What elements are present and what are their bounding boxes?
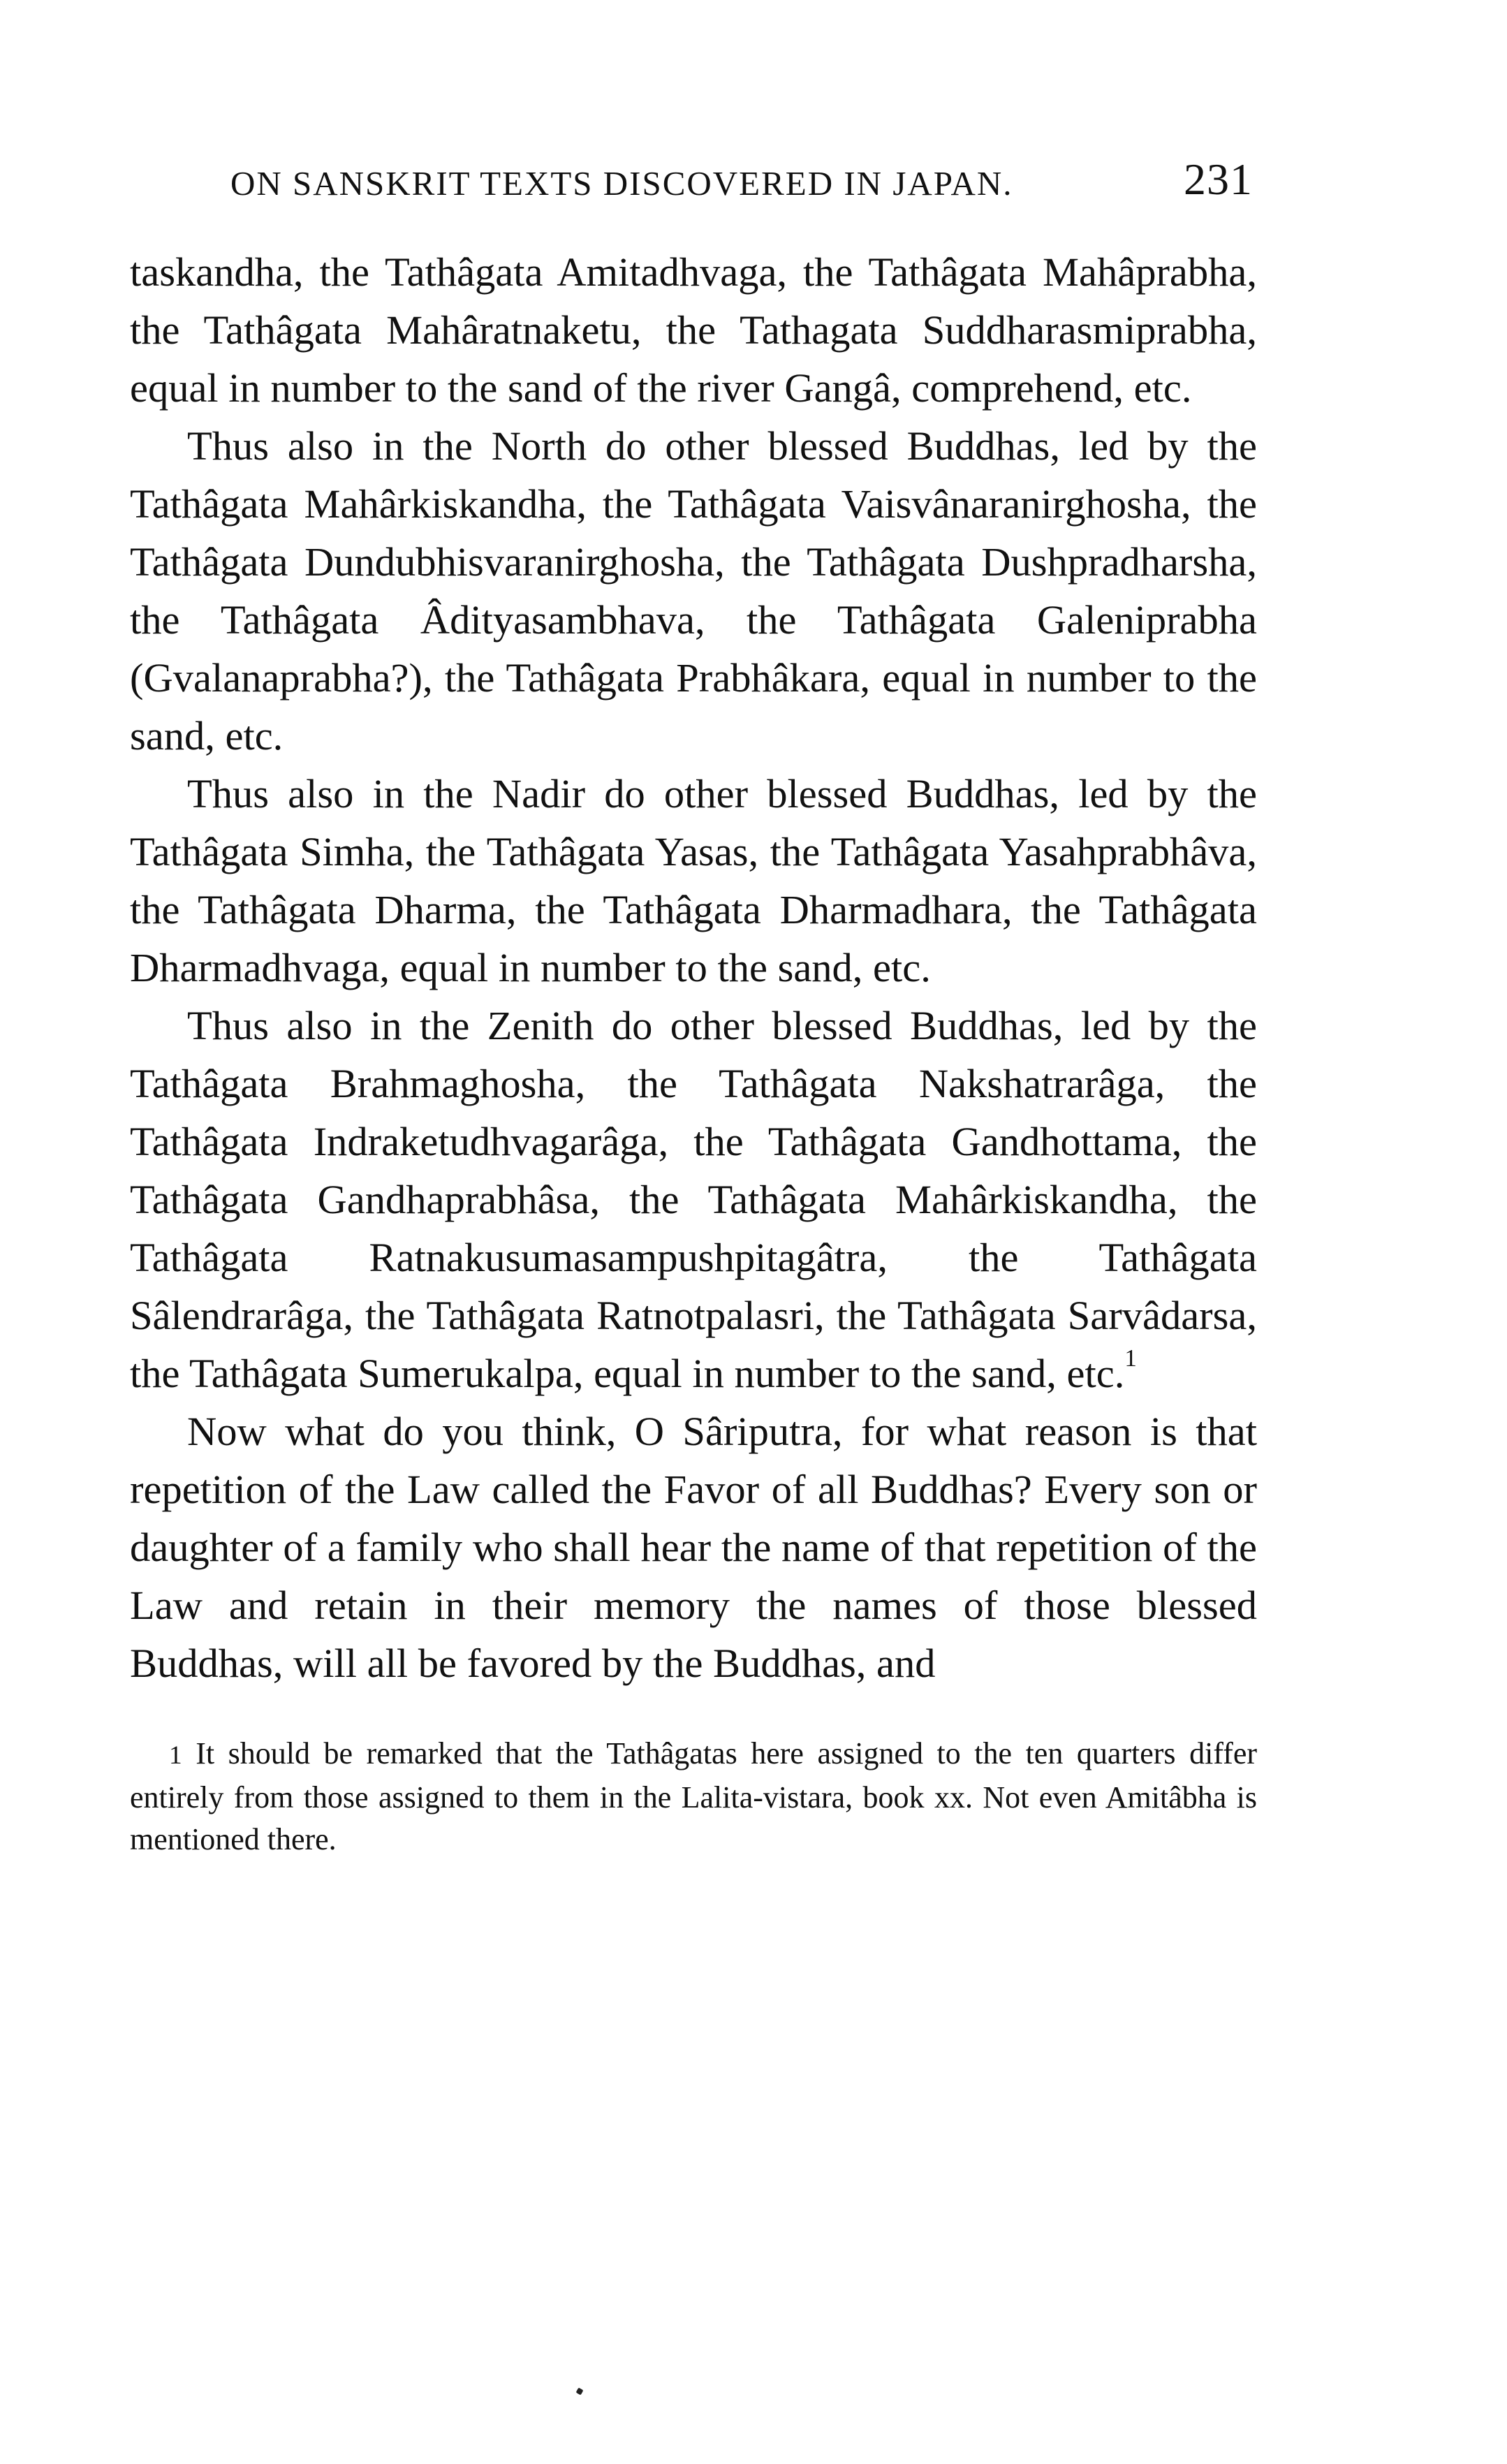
footnote-reference: 1	[1124, 1344, 1137, 1372]
body-text	[130, 243, 1257, 1692]
stray-ink-mark	[576, 2388, 584, 2396]
running-head	[130, 144, 1257, 207]
paragraph-sariputra: Now what do you think, O Sâriputra, for what reason is that repetition of the Law called the Favor of all Buddhas? Every son or daughter of a family who shall hear the name of that repetition of the Law and retain in their memory the names of those blessed Buddhas, will all be favored by the Buddhas, and	[130, 1409, 1257, 1686]
paragraph-zenith-text: Thus also in the Zenith do other blessed Buddhas, led by the Tathâgata Brahmaghosha, the Tathâgata Nakshatrarâga, the Tathâgata Indraketudhvagarâga, the Tathâgata Gandhottama, the Tathâgata Gandhaprabhâsa, the Tathâgata Mahârkiskandha, the Tathâgata Ratnakusumasampushpitagâtra, the Tathâgata Sâlendrarâga, the Tathâgata Ratnotpalasri, the Tathâgata Sarvâdarsa, the Tathâgata Sumerukalpa, equal in number to the sand, etc.	[130, 1003, 1257, 1396]
footnote	[130, 1733, 1257, 1861]
running-title: ON SANSKRIT TEXTS DISCOVERED IN JAPAN.	[230, 164, 1013, 203]
footnote-marker: 1	[169, 1741, 182, 1770]
paragraph-nadir: Thus also in the Nadir do other blessed Buddhas, led by the Tathâgata Simha, the Tathâgata Yasas, the Tathâgata Yasahprabhâva, the Tathâgata Dharma, the Tathâgata Dharmadhara, the Tathâgata Dharmadhvaga, equal in number to the sand, etc.	[130, 771, 1257, 990]
book-page	[130, 144, 1257, 1861]
paragraph-zenith	[130, 997, 1257, 1402]
page-number: 231	[1184, 154, 1253, 204]
paragraph-continuation: taskandha, the Tathâgata Amitadhvaga, the Tathâgata Mahâprabha, the Tathâgata Mahâratnaketu, the Tathagata Suddharasmiprabha, equal in number to the sand of the river Gangâ, comprehend, etc.	[130, 249, 1257, 411]
footnote-text: It should be remarked that the Tathâgatas here assigned to the ten quarters differ entirely from those assigned to them in the Lalita-vistara, book xx. Not even Amitâbha is mentioned there.	[130, 1736, 1257, 1856]
paragraph-north: Thus also in the North do other blessed Buddhas, led by the Tathâgata Mahârkiskandha, the Tathâgata Vaisvânaranirghosha, the Tathâgata Dundubhisvaranirghosha, the Tathâgata Dushpradharsha, the Tathâgata Âdityasambhava, the Tathâgata Galeniprabha (Gvalanaprabha?), the Tathâgata Prabhâkara, equal in number to the sand, etc.	[130, 423, 1257, 758]
